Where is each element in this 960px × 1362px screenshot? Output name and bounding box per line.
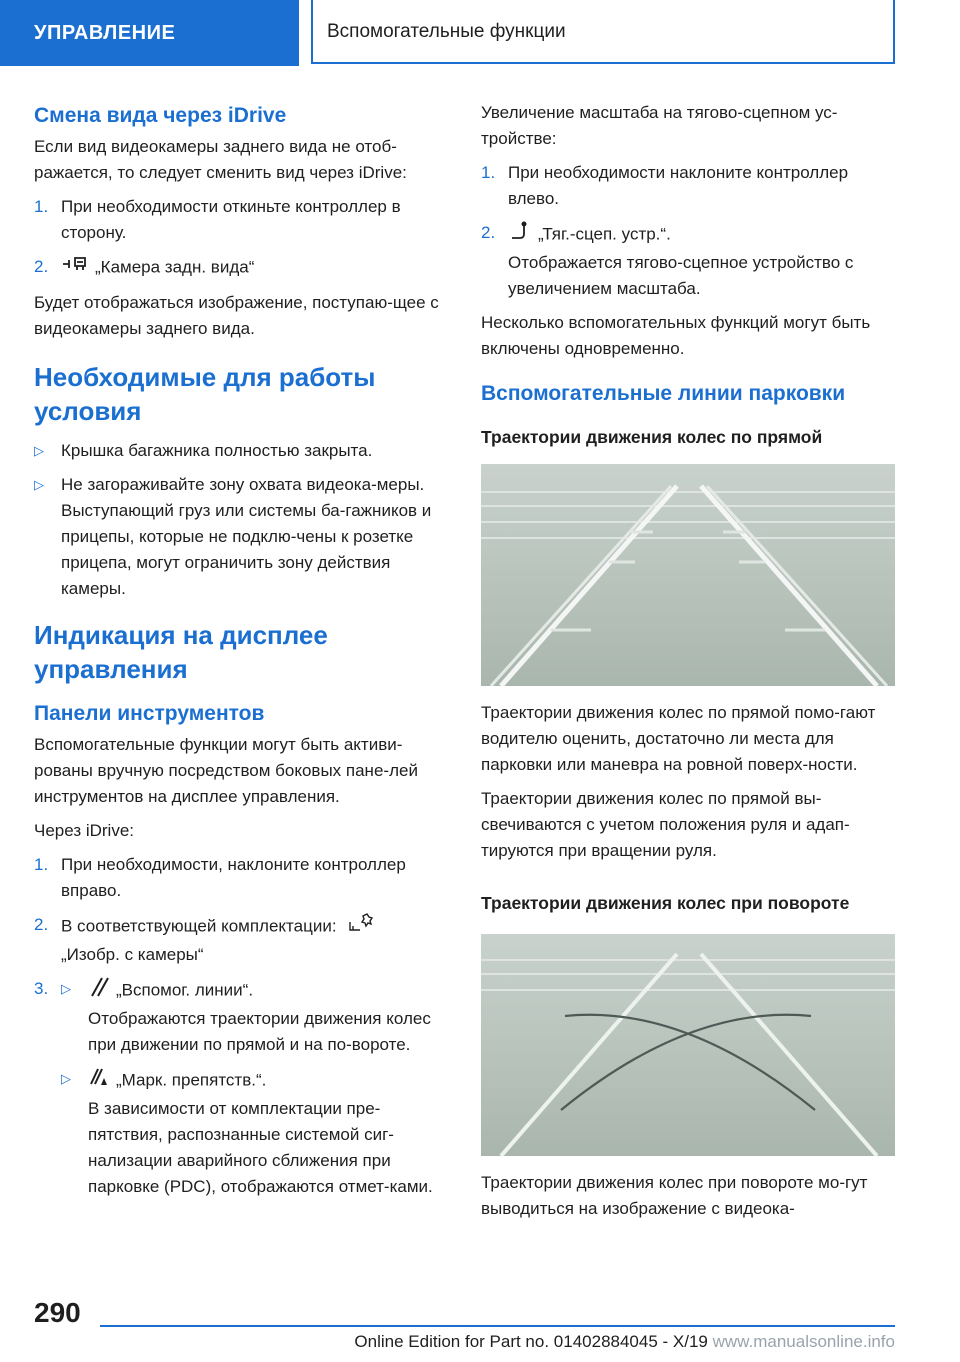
paragraph-via: Через iDrive:: [34, 821, 135, 840]
step-number: 2.: [481, 223, 496, 242]
sub-bullet-item: [61, 976, 452, 1058]
paragraph-panels: Вспомогательные функции могут быть активи-рованы вручную посредством боковых пане-лей инструментов на дисплее управления.: [34, 735, 418, 806]
right-column: [481, 100, 899, 1230]
paragraph-idrive: Если вид видеокамеры заднего вида не отоб-ражается, то следует сменить вид через iDrive:: [34, 137, 407, 182]
camera-view-icon: [347, 912, 377, 942]
paragraph-straight-2: Траектории движения колес по прямой вы-свечиваются с учетом положения руля и адап-тируются при вращении руля.: [481, 789, 850, 860]
footer-divider: [100, 1325, 895, 1327]
bullet-text: Не загораживайте зону охвата видеока-меры. Выступающий груз или системы ба-гажников и прицепы, которые не подклю-чены к розетке прицепа, могут ограничить зону действия камеры.: [61, 475, 432, 598]
paragraph-several: Несколько вспомогательных функций могут быть включены одновременно.: [481, 313, 871, 358]
step-item: [34, 912, 452, 968]
step-text: При необходимости наклоните контроллер влево.: [508, 163, 849, 208]
paragraph-after: Будет отображаться изображение, поступаю-щее с видеокамеры заднего вида.: [34, 293, 439, 338]
turn-trajectory-image: [481, 934, 895, 1156]
step-item: [481, 220, 899, 302]
trailer-hitch-icon: [508, 220, 532, 250]
heading-panels: Панели инструментов: [34, 702, 265, 725]
straight-trajectory-image: [481, 464, 895, 686]
triangle-bullet-icon: ▷: [61, 1071, 71, 1086]
step-text: При необходимости откиньте контроллер в сторону.: [61, 197, 401, 242]
sub-bullet-item: [61, 1066, 452, 1200]
step-text-secondary: „Изобр. с камеры“: [61, 945, 204, 964]
camera-rear-icon: [61, 254, 89, 282]
left-column: [34, 100, 452, 1208]
page-header: [0, 0, 960, 66]
triangle-bullet-icon: ▷: [61, 981, 71, 996]
sub-bullet-description: В зависимости от комплектации пре-пятствия, распознанные системой сиг-нализации аварийного сближения при парковке (PDC), отображаются отмет-ками.: [88, 1099, 433, 1196]
triangle-bullet-icon: ▷: [34, 443, 44, 458]
step-number: 1.: [34, 197, 49, 216]
step-number: 2.: [34, 257, 49, 276]
bullet-text: Крышка багажника полностью закрыта.: [61, 441, 373, 460]
step-number: 3.: [34, 979, 49, 998]
paragraph-straight-1: Траектории движения колес по прямой помо-гают водителю оценить, достаточно ли места для парковки или маневра на ровной поверх-ности.: [481, 703, 876, 774]
sub-bullet-text: „Марк. препятств.“.: [116, 1070, 267, 1090]
step-item: [481, 160, 899, 212]
section-tab: УПРАВЛЕНИЕ: [0, 0, 299, 66]
step-description: Отображается тягово-сцепное устройство с увеличением масштаба.: [508, 253, 854, 298]
bullet-item: [34, 438, 452, 464]
heading-conditions: Необходимые для работы условия: [34, 362, 376, 426]
bullet-item: [34, 472, 452, 602]
step-number: 1.: [34, 855, 49, 874]
heading-idrive: Смена вида через iDrive: [34, 104, 287, 127]
obstacle-marking-icon: [88, 1066, 110, 1096]
step-item: [34, 852, 452, 904]
sub-bullet-text: „Вспомог. линии“.: [116, 980, 254, 1000]
sub-bullet-description: Отображаются траектории движения колес при движении по прямой и на по-вороте.: [88, 1009, 431, 1054]
page-number: 290: [34, 1297, 81, 1328]
step-number: 2.: [34, 915, 49, 934]
paragraph-turn: Траектории движения колес при повороте мо-гут выводиться на изображение с видеока-: [481, 1173, 868, 1218]
heading-straight: Траектории движения колес по прямой: [481, 427, 823, 447]
step-item: [34, 976, 452, 1200]
site-watermark: www.manualsonline.info: [712, 1332, 895, 1351]
triangle-bullet-icon: ▷: [34, 477, 44, 492]
step-item: [34, 254, 452, 282]
chapter-tab: Вспомогательные функции: [311, 0, 895, 64]
step-item: [34, 194, 452, 246]
paragraph-zoom: Увеличение масштаба на тягово-сцепном ус-тройстве:: [481, 103, 838, 148]
footer-edition: [0, 1332, 895, 1352]
step-number: 1.: [481, 163, 496, 182]
step-text: „Камера задн. вида“: [95, 257, 255, 277]
heading-turn: Траектории движения колес при повороте: [481, 893, 850, 913]
parking-lines-icon: [88, 976, 110, 1006]
heading-display: Индикация на дисплее управления: [34, 620, 328, 684]
heading-parking-lines: Вспомогательные линии парковки: [481, 382, 846, 405]
step-text: „Тяг.-сцеп. устр.“.: [538, 224, 671, 244]
step-text: В соответствующей комплектации:: [61, 916, 337, 936]
edition-text: Online Edition for Part no. 01402884045 - X/19: [354, 1332, 708, 1351]
step-text: При необходимости, наклоните контроллер вправо.: [61, 855, 406, 900]
